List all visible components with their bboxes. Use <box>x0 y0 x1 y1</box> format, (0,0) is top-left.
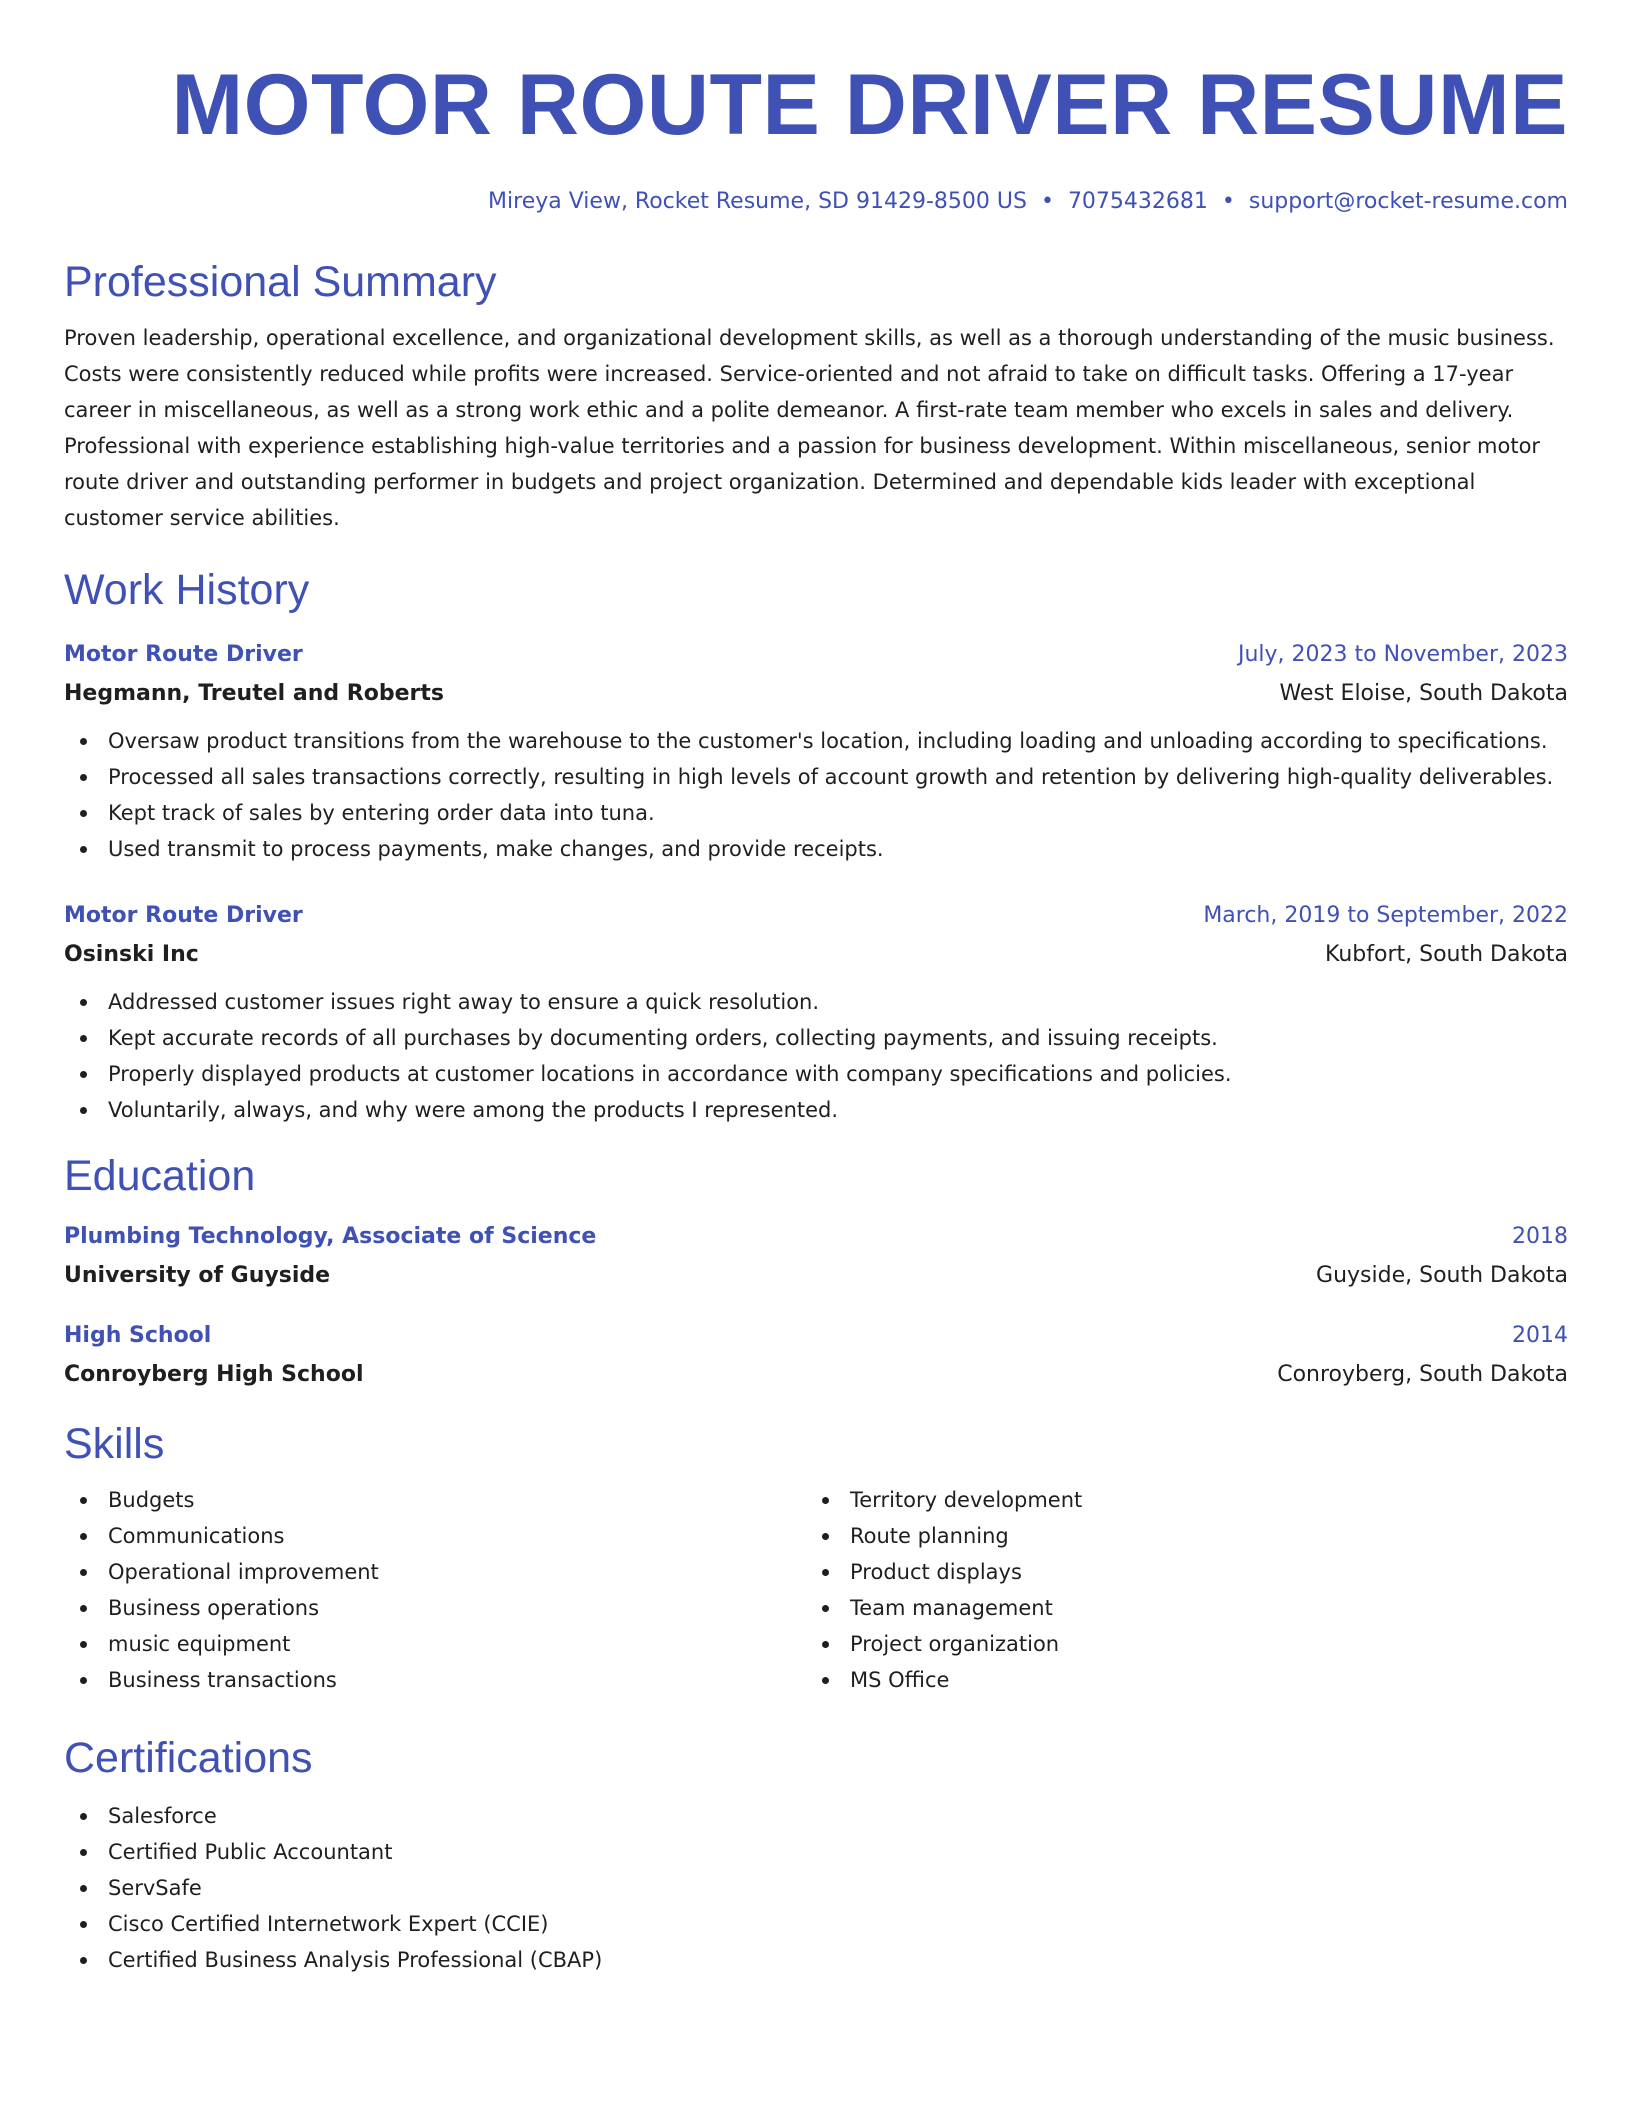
skill-item: Operational improvement <box>64 1554 806 1590</box>
job-bullet: Kept track of sales by entering order data into tuna. <box>64 795 1568 831</box>
job-bullet: Oversaw product transitions from the warehouse to the customer's location, including loading and unloading according to specifications. <box>64 723 1568 759</box>
contact-address: Mireya View, Rocket Resume, SD 91429-8500 US <box>488 189 1027 214</box>
job-role-row <box>64 901 1568 931</box>
certifications-list <box>64 1798 1568 1978</box>
education-degree: High School <box>64 1323 212 1348</box>
job-location: Kubfort, South Dakota <box>1325 942 1568 967</box>
skills-column-right <box>806 1482 1548 1698</box>
job-dates: July, 2023 to November, 2023 <box>1237 642 1568 667</box>
contact-phone: 7075432681 <box>1067 189 1208 214</box>
job-role: Motor Route Driver <box>64 642 303 667</box>
education-location: Guyside, South Dakota <box>1316 1263 1568 1288</box>
skills-grid <box>64 1482 1568 1698</box>
job-dates: March, 2019 to September, 2022 <box>1203 903 1568 928</box>
job-bullet: Voluntarily, always, and why were among the products I represented. <box>64 1092 1568 1128</box>
skill-item: Product displays <box>806 1554 1548 1590</box>
skills-list <box>64 1482 806 1698</box>
education-school-row <box>64 1261 1568 1291</box>
education-degree-row <box>64 1222 1568 1252</box>
skill-item: Business operations <box>64 1590 806 1626</box>
job-role: Motor Route Driver <box>64 903 303 928</box>
skill-item: Territory development <box>806 1482 1548 1518</box>
skill-item: Project organization <box>806 1626 1548 1662</box>
summary-heading: Professional Summary <box>64 258 497 306</box>
certification-item: Cisco Certified Internetwork Expert (CCIE) <box>64 1906 1568 1942</box>
job-bullet: Processed all sales transactions correctly, resulting in high levels of account growth and retention by delivering high-quality deliverables. <box>64 759 1568 795</box>
education-year: 2018 <box>1512 1224 1568 1249</box>
certification-item: Certified Business Analysis Professional (CBAP) <box>64 1942 1568 1978</box>
skills-list <box>806 1482 1548 1698</box>
certification-item: Salesforce <box>64 1798 1568 1834</box>
job-location: West Eloise, South Dakota <box>1279 681 1568 706</box>
resume-page <box>64 0 1568 1978</box>
education-school-row <box>64 1360 1568 1390</box>
resume-title: MOTOR ROUTE DRIVER RESUME <box>171 57 1568 153</box>
skill-item: Route planning <box>806 1518 1548 1554</box>
education-entry <box>64 1222 1568 1291</box>
skill-item: Communications <box>64 1518 806 1554</box>
education-entry <box>64 1321 1568 1390</box>
education-school: University of Guyside <box>64 1263 331 1288</box>
education-degree-row <box>64 1321 1568 1351</box>
work-history-heading: Work History <box>64 566 310 614</box>
job-bullet: Properly displayed products at customer locations in accordance with company specifications and policies. <box>64 1056 1568 1092</box>
education-heading: Education <box>64 1152 256 1200</box>
education-year: 2014 <box>1512 1323 1568 1348</box>
certification-item: Certified Public Accountant <box>64 1834 1568 1870</box>
job-company: Osinski Inc <box>64 942 199 967</box>
certifications-heading: Certifications <box>64 1734 313 1782</box>
skills-column-left <box>64 1482 806 1698</box>
job-role-row <box>64 640 1568 670</box>
skill-item: MS Office <box>806 1662 1548 1698</box>
job-bullet: Addressed customer issues right away to ensure a quick resolution. <box>64 984 1568 1020</box>
contact-email: support@rocket-resume.com <box>1248 189 1568 214</box>
summary-text: Proven leadership, operational excellence, and organizational development skills, as well as a thorough understanding of the music business. Costs were consistently reduced while profits were increased. Service-oriented and not afraid to take on difficult tasks. Offering a 17-year career in miscellaneous, as well as a strong work ethic and a polite demeanor. A first-rate team member who excels in sales and delivery. Professional with experience establishing high-value territories and a passion for business development. Within miscellaneous, senior motor route driver and outstanding performer in budgets and project organization. Determined and dependable kids leader with exceptional customer service abilities. <box>64 326 1555 530</box>
skill-item: Budgets <box>64 1482 806 1518</box>
skill-item: music equipment <box>64 1626 806 1662</box>
job-company-row <box>64 940 1568 970</box>
job-bullets <box>64 723 1568 867</box>
skills-heading: Skills <box>64 1420 165 1468</box>
job-entry <box>64 901 1568 1128</box>
job-company-row <box>64 679 1568 709</box>
skill-item: Business transactions <box>64 1662 806 1698</box>
job-bullet: Used transmit to process payments, make changes, and provide receipts. <box>64 831 1568 867</box>
education-location: Conroyberg, South Dakota <box>1277 1362 1568 1387</box>
certification-item: ServSafe <box>64 1870 1568 1906</box>
contact-line <box>64 188 1568 216</box>
contact-separator: • <box>1221 189 1235 214</box>
job-company: Hegmann, Treutel and Roberts <box>64 681 444 706</box>
job-bullet: Kept accurate records of all purchases by documenting orders, collecting payments, and issuing receipts. <box>64 1020 1568 1056</box>
education-degree: Plumbing Technology, Associate of Science <box>64 1224 597 1249</box>
education-school: Conroyberg High School <box>64 1362 364 1387</box>
skill-item: Team management <box>806 1590 1548 1626</box>
contact-separator: • <box>1040 189 1054 214</box>
job-bullets <box>64 984 1568 1128</box>
job-entry <box>64 640 1568 867</box>
